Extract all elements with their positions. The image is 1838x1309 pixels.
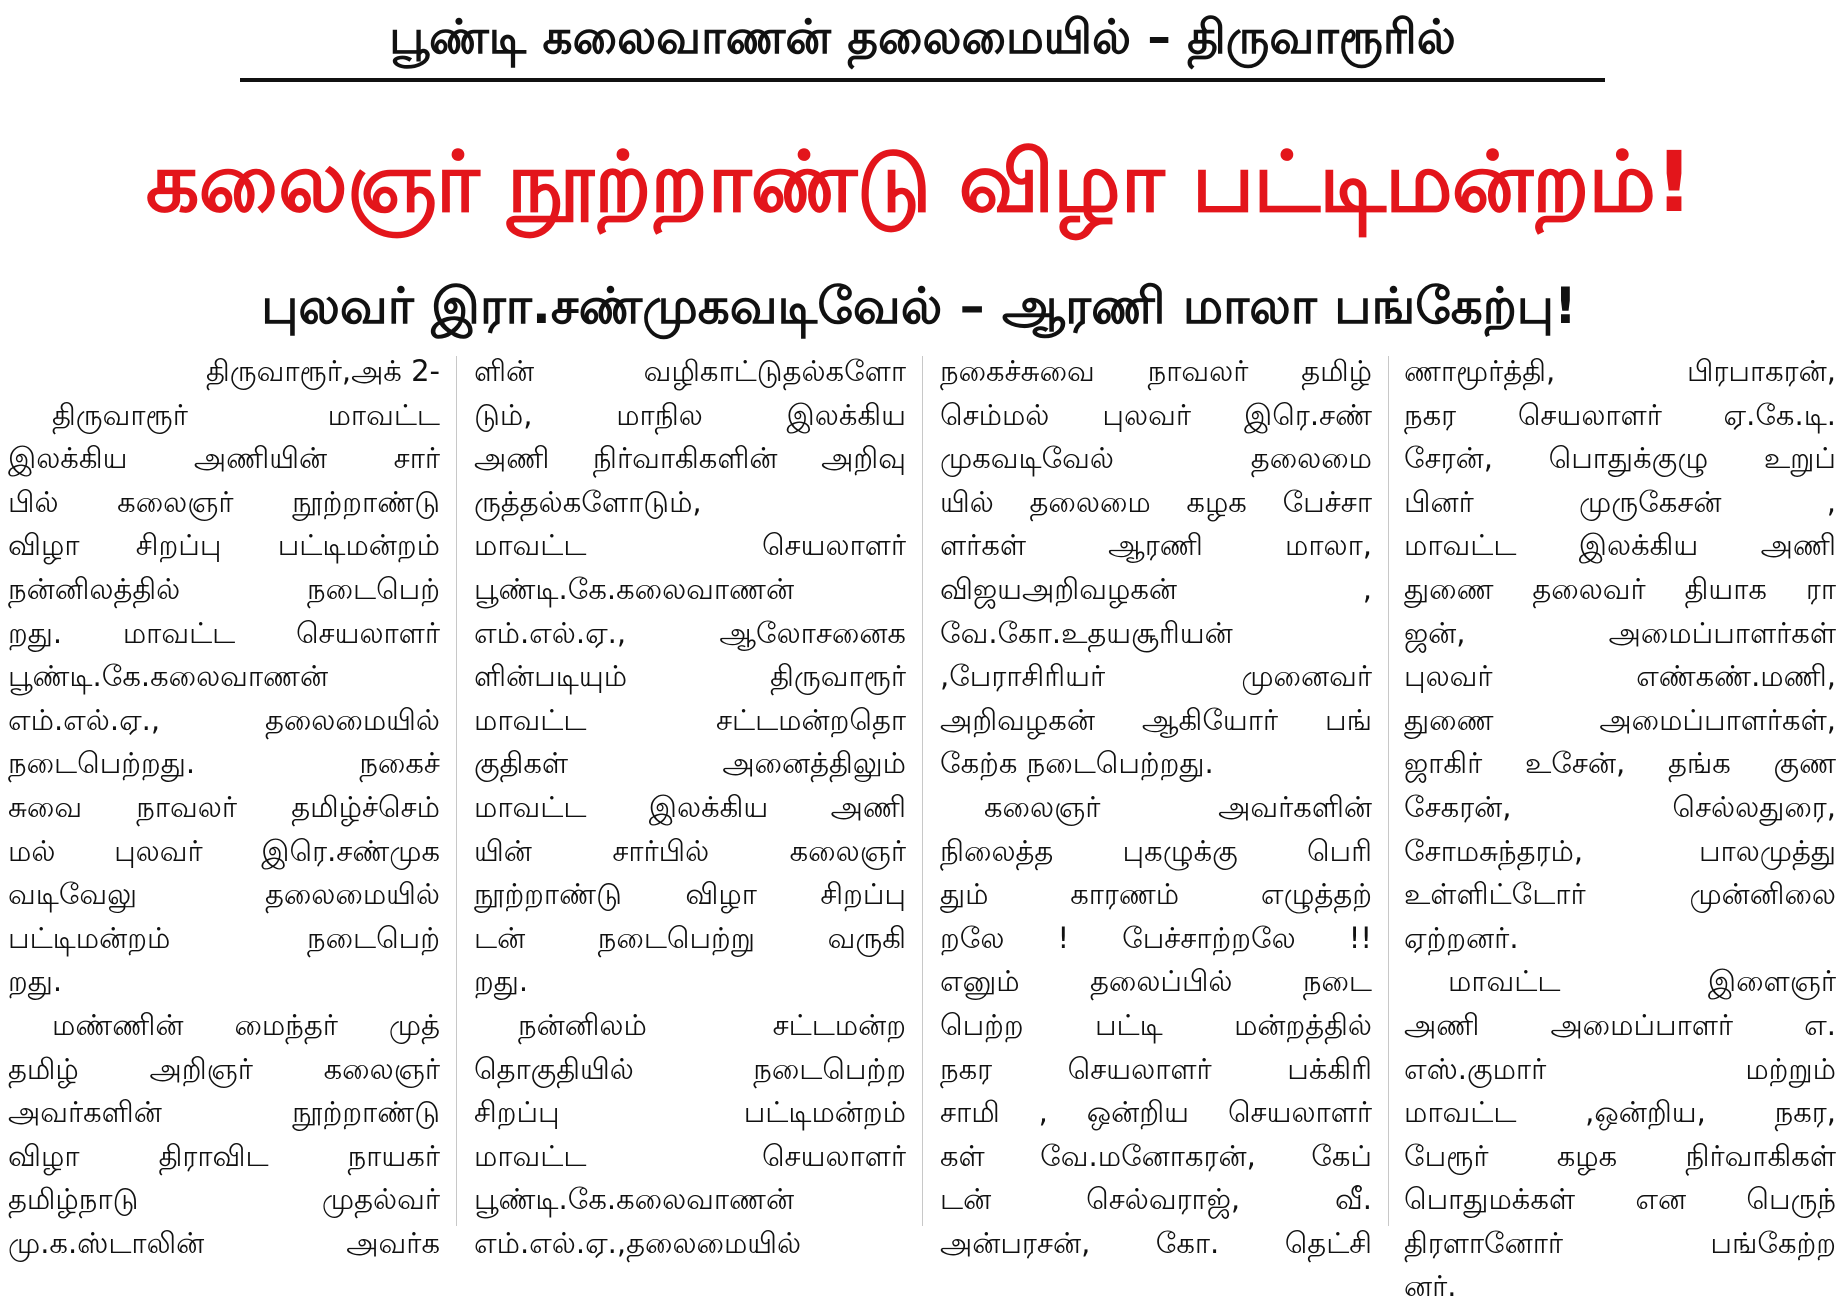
column-line: பொதுமக்கள் என பெருந் — [1404, 1182, 1836, 1217]
column-line: விழா திராவிட நாயகர் — [8, 1138, 440, 1173]
column-line: பூண்டி.கே.கலைவாணன் — [8, 659, 329, 694]
column-line: சோமசுந்தரம், பாலமுத்து — [1404, 833, 1836, 868]
column-line: றலே ! பேச்சாற்றலே !! — [940, 920, 1372, 955]
column-line: ,பேராசிரியர் முனைவர் — [940, 659, 1372, 694]
column-line: முகவடிவேல் தலைமை — [940, 441, 1372, 476]
column-line: ளர்கள் ஆரணி மாலா, — [940, 528, 1372, 563]
column-line: சிறப்பு பட்டிமன்றம் — [474, 1095, 906, 1130]
column-line: தும் காரணம் எழுத்தற் — [940, 877, 1372, 912]
column-line: பெற்ற பட்டி மன்றத்தில் — [940, 1007, 1372, 1042]
column-line: சேகரன், செல்லதுரை, — [1404, 789, 1836, 824]
column-line: ஜன், அமைப்பாளர்கள் — [1404, 615, 1836, 650]
column-line: கேற்க நடைபெற்றது. — [940, 746, 1214, 781]
column-line: எம்.எல்.ஏ., ஆலோசனைக — [474, 615, 906, 650]
column-line: குதிகள் அனைத்திலும் — [474, 746, 906, 781]
column-line: நகைச்சுவை நாவலர் தமிழ் — [940, 354, 1372, 388]
kicker-heading: பூண்டி கலைவாணன் தலைமையில் – திருவாரூரில் — [389, 9, 1456, 65]
column-line: எனும் தலைப்பில் நடை — [940, 964, 1372, 999]
column-line: அவர்களின் நூற்றாண்டு — [8, 1095, 440, 1130]
column-line: டன் செல்வராஜ், வீ. — [940, 1182, 1372, 1217]
column-line: ளின்படியும் திருவாரூர் — [474, 659, 906, 694]
column-line: வடிவேலு தலைமையில் — [8, 877, 440, 912]
column-line: திரளானோர் பங்கேற்ற — [1404, 1225, 1836, 1260]
column-line: சேரன், பொதுக்குழு உறுப் — [1404, 441, 1836, 476]
column-line: அன்பரசன், கோ. தெட்சி — [940, 1225, 1372, 1260]
column-line: மாவட்ட சட்டமன்றதொ — [474, 702, 906, 737]
column-line: சுவை நாவலர் தமிழ்ச்செம் — [8, 789, 440, 824]
article-column-3 — [940, 350, 1372, 1260]
column-line: செம்மல் புலவர் இரெ.சண் — [940, 397, 1372, 432]
column-divider — [922, 356, 923, 1226]
column-line: நன்னிலம் சட்டமன்ற — [518, 1007, 906, 1042]
column-line: திருவாரூர் மாவட்ட — [52, 397, 440, 432]
column-line: மாவட்ட இலக்கிய அணி — [1404, 528, 1836, 563]
column-line: யின் சார்பில் கலைஞர் — [474, 833, 906, 868]
column-line: அறிவழகன் ஆகியோர் பங் — [940, 702, 1372, 737]
column-line: புலவர் எண்கண்.மணி, — [1404, 659, 1836, 694]
article-column-2 — [474, 350, 906, 1260]
column-divider — [1388, 356, 1389, 1226]
subheadline: புலவர் இரா.சண்முகவடிவேல் – ஆரணி மாலா பங்கேற்பு! — [261, 276, 1577, 335]
column-line: ளின் வழிகாட்டுதல்களோ — [474, 354, 906, 388]
column-line: நன்னிலத்தில் நடைபெற் — [8, 571, 440, 606]
column-line: எஸ்.குமார் மற்றும் — [1404, 1051, 1836, 1086]
article-column-1 — [8, 350, 440, 1260]
column-line: நகர செயலாளர் பக்கிரி — [940, 1051, 1372, 1086]
column-line: திருவாரூர்,அக் 2- — [205, 354, 440, 388]
column-line: கலைஞர் அவர்களின் — [984, 789, 1372, 824]
column-line: ஜாகிர் உசேன், தங்க குண — [1404, 746, 1836, 781]
column-line: நிலைத்த புகழுக்கு பெரி — [940, 833, 1372, 868]
column-line: அணி அமைப்பாளர் எ. — [1404, 1007, 1836, 1042]
column-line: மாவட்ட செயலாளர் — [474, 1138, 906, 1173]
column-line: பில் கலைஞர் நூற்றாண்டு — [8, 484, 440, 519]
column-line: பினர் முருகேசன் , — [1404, 484, 1836, 519]
column-line: மாவட்ட இலக்கிய அணி — [474, 789, 906, 824]
column-line: பட்டிமன்றம் நடைபெற் — [8, 920, 440, 955]
column-line: எம்.எல்.ஏ.,தலைமையில் — [474, 1225, 802, 1260]
column-line: விழா சிறப்பு பட்டிமன்றம் — [8, 528, 440, 563]
column-line: சாமி , ஒன்றிய செயலாளர் — [940, 1095, 1372, 1130]
column-line: றது. மாவட்ட செயலாளர் — [8, 615, 440, 650]
column-line: உள்ளிட்டோர் முன்னிலை — [1404, 877, 1836, 912]
column-line: கள் வே.மனோகரன், கேப் — [940, 1138, 1372, 1173]
column-line: நூற்றாண்டு விழா சிறப்பு — [474, 877, 906, 912]
column-line: தொகுதியில் நடைபெற்ற — [474, 1051, 906, 1086]
kicker-underline — [240, 78, 1605, 82]
column-line: தமிழ்நாடு முதல்வர் — [8, 1182, 440, 1217]
column-line: ணாமூர்த்தி, பிரபாகரன், — [1404, 354, 1836, 388]
column-line: டும், மாநில இலக்கிய — [474, 397, 906, 432]
column-line: பேரூர் கழக நிர்வாகிகள் — [1404, 1138, 1836, 1173]
column-line: துணை அமைப்பாளர்கள், — [1404, 702, 1836, 737]
column-line: அணி நிர்வாகிகளின் அறிவு — [474, 441, 906, 476]
column-line: மண்ணின் மைந்தர் முத் — [52, 1007, 440, 1042]
column-line: விஜயஅறிவழகன் , — [940, 571, 1372, 606]
headline: கலைஞர் நூற்றாண்டு விழா பட்டிமன்றம்! — [145, 133, 1693, 231]
column-line: வே.கோ.உதயசூரியன் — [940, 615, 1233, 650]
column-line: மு.க.ஸ்டாலின் அவர்க — [8, 1225, 440, 1260]
column-line: மல் புலவர் இரெ.சண்முக — [8, 833, 440, 868]
column-line: றது. — [8, 964, 63, 999]
column-line: டன் நடைபெற்று வருகி — [474, 920, 906, 955]
column-line: தமிழ் அறிஞர் கலைஞர் — [8, 1051, 440, 1086]
column-line: ஏற்றனர். — [1404, 920, 1519, 955]
column-line: யில் தலைமை கழக பேச்சா — [940, 484, 1372, 519]
column-line: மாவட்ட செயலாளர் — [474, 528, 906, 563]
column-line: பூண்டி.கே.கலைவாணன் — [474, 571, 795, 606]
column-line: னர். — [1404, 1269, 1457, 1304]
column-line: எம்.எல்.ஏ., தலைமையில் — [8, 702, 440, 737]
column-line: மாவட்ட ,ஒன்றிய, நகர, — [1404, 1095, 1836, 1130]
column-line: நகர செயலாளர் ஏ.கே.டி. — [1404, 397, 1836, 432]
column-divider — [456, 356, 457, 1226]
column-line: ருத்தல்களோடும், — [474, 484, 702, 519]
column-line: பூண்டி.கே.கலைவாணன் — [474, 1182, 795, 1217]
column-line: இலக்கிய அணியின் சார் — [8, 441, 440, 476]
column-line: துணை தலைவர் தியாக ரா — [1404, 571, 1836, 606]
article-column-4 — [1404, 350, 1836, 1304]
column-line: மாவட்ட இளைஞர் — [1448, 964, 1836, 999]
column-line: றது. — [474, 964, 529, 999]
column-line: நடைபெற்றது. நகைச் — [8, 746, 440, 781]
